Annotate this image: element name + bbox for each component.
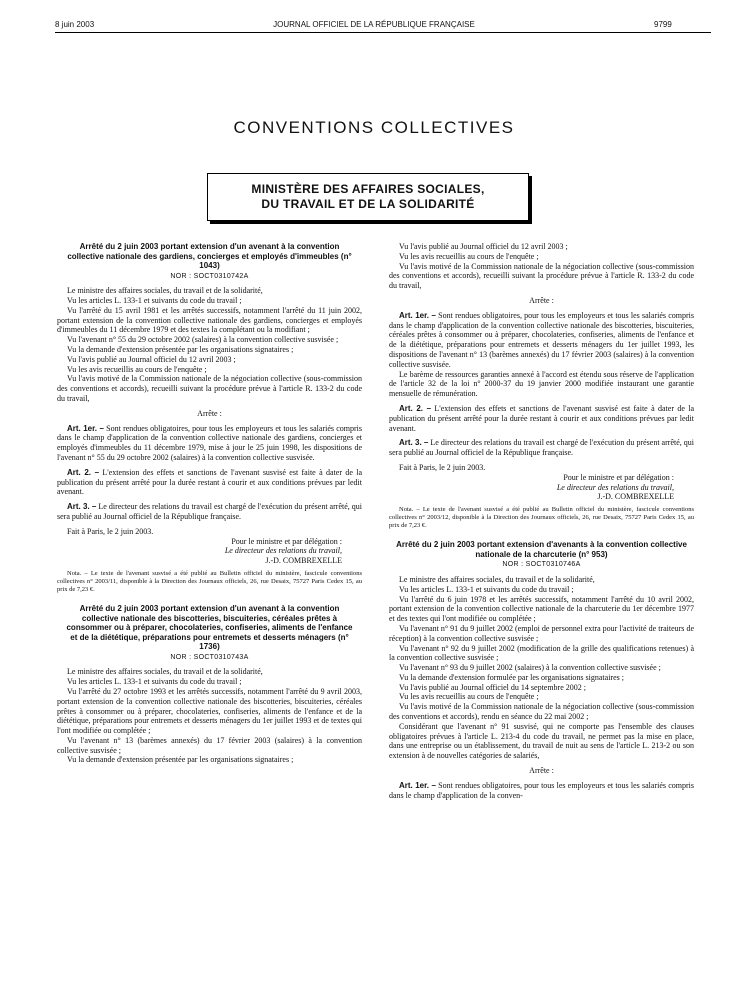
ministry-box	[207, 173, 529, 221]
header-journal: JOURNAL OFFICIEL DE LA RÉPUBLIQUE FRANÇAISE	[273, 20, 475, 29]
article-2	[57, 468, 362, 497]
paragraph: Vu l'avenant n° 91 du 9 juillet 2002 (emploi de personnel extra pour l'activité de traiteurs de réception) à la convention collective susvisée ;	[389, 623, 694, 643]
ministry-line-2: DU TRAVAIL ET DE LA SOLIDARITÉ	[261, 197, 475, 211]
paragraph: Vu l'avenant n° 55 du 29 octobre 2002 (salaires) à la convention collective susvisée ;	[67, 335, 339, 345]
article-label: Art. 1er. –	[67, 423, 104, 433]
article-1	[57, 424, 362, 463]
paragraph: Vu les avis recueillis au cours de l'enquête ;	[399, 692, 539, 702]
article-label: Art. 3. –	[67, 502, 97, 512]
paragraph: Vu les avis recueillis au cours de l'enquête ;	[399, 251, 539, 261]
signature-title: Le directeur des relations du travail,	[224, 546, 342, 556]
paragraph: Le barème de ressources garanties annexé à l'accord est étendu sous réserve de l'application de l'article 32 de la loi n° 2000-37 du 19 janvier 2000 modifiée instaurant une garantie mensuelle de rémunération.	[389, 369, 694, 399]
header-rule	[55, 32, 711, 33]
paragraph: Vu les avis recueillis au cours de l'enquête ;	[67, 364, 207, 374]
article-text: Le directeur des relations du travail est chargé de l'exécution du présent arrêté, qui sera publié au Journal officiel de la République française.	[389, 438, 694, 458]
paragraph: Vu les articles L. 133-1 et suivants du code du travail ;	[399, 584, 574, 594]
paragraph: Le ministre des affaires sociales, du travail et de la solidarité,	[399, 574, 595, 584]
paragraph: Vu l'avis publié au Journal officiel du 12 avril 2003 ;	[399, 242, 568, 251]
article-title: Arrêté du 2 juin 2003 portant extension d'un avenant à la convention collective nationale des gardiens, concierges et employés d'immeubles (n° 1043)	[67, 242, 352, 270]
arrete-heading: Arrête :	[197, 408, 222, 418]
article-text: Le directeur des relations du travail est chargé de l'exécution du présent arrêté, qui sera publié au Journal officiel de la République française.	[57, 502, 362, 522]
paragraph: Le ministre des affaires sociales, du travail et de la solidarité,	[67, 286, 263, 296]
signature-place-date: Fait à Paris, le 2 juin 2003.	[67, 526, 154, 536]
paragraph: Vu la demande d'extension présentée par les organisations signataires ;	[67, 755, 294, 765]
paragraph: Considérant que l'avenant n° 91 susvisé, qui ne comporte pas l'ensemble des clauses obligatoires prévues à l'article L. 213-4 du code du travail, ne permet pas la mise en place, dans une entreprise ou un établissement, du travail de nuit au sens de l'article L. 213-2 ou son extension à de nouvelles catégories de salariés,	[389, 721, 694, 761]
article-label: Art. 2. –	[67, 467, 100, 477]
paragraph: Vu la demande d'extension formulée par les organisations signataires ;	[399, 672, 624, 682]
nota-note: Nota. – Le texte de l'avenant susvisé a été publié au Bulletin officiel du ministère, fascicule conventions collectives n° 2003/12, disponible à la Direction des Journaux officiels, 26, rue Desaix, 75727 Paris Cedex 15, au prix de 7,23 €.	[389, 506, 694, 530]
section-title: CONVENTIONS COLLECTIVES	[233, 118, 515, 137]
paragraph: Vu l'arrêté du 6 juin 1978 et les arrêtés successifs, notamment l'arrêté du 10 avril 2002, portant extension de la convention collective nationale de la charcuterie du 1er décembre 1977 et des textes qui l'ont modifiée ou complétée ;	[389, 594, 694, 624]
article-label: Art. 1er. –	[399, 310, 436, 320]
article-1	[389, 311, 694, 370]
paragraph: Vu les articles L. 133-1 et suivants du code du travail ;	[67, 296, 242, 306]
paragraph: Vu les articles L. 133-1 et suivants du code du travail ;	[67, 677, 242, 687]
article-text: Sont rendues obligatoires, pour tous les employeurs et tous les salariés compris dans le champ d'application de la convention collective nationale des biscotteries, biscuiteries, céréales prêtes à consommer ou à préparer, chocolateries, confiseries, aliments de l'enfance et de la diététique, préparations pour entremets et desserts ménagers du 1er juillet 1993, les dispositions de l'avenant n° 13 (barèmes annexés) du 17 février 2003 (salaires) à la convention collective susvisée.	[389, 310, 695, 369]
nota-note: Nota. – Le texte de l'avenant susvisé a été publié au Bulletin officiel du ministère, fascicule conventions collectives n° 2003/11, disponible à la Direction des Journaux officiels, 26, rue Desaix, 75727 Paris Cedex 15, au prix de 7,23 €.	[57, 570, 362, 594]
paragraph: Vu l'avis motivé de la Commission nationale de la négociation collective (sous-commission des conventions et accords), rendu en séance du 22 mai 2002 ;	[389, 702, 694, 722]
article-label: Art. 2. –	[399, 403, 432, 413]
article-3	[57, 502, 362, 522]
paragraph: Vu l'avenant n° 92 du 9 juillet 2002 (modification de la grille des qualifications retenues) à la convention collective susvisée ;	[389, 643, 694, 663]
article-text: L'extension des effets et sanctions de l'avenant susvisé est faite à dater de la publication du présent arrêté pour la durée restant à courir et aux conditions prévues par ledit avenant.	[389, 403, 695, 433]
article-3	[389, 438, 694, 458]
right-column	[389, 242, 694, 800]
ministry-line-1: MINISTÈRE DES AFFAIRES SOCIALES,	[251, 182, 485, 196]
signature-place-date: Fait à Paris, le 2 juin 2003.	[399, 462, 486, 472]
article-label: Art. 3. –	[399, 438, 429, 448]
paragraph: Vu l'avis motivé de la Commission nationale de la négociation collective (sous-commission des conventions et accords), recueilli suivant la procédure prévue à l'article R. 133-2 du code du travail,	[57, 374, 362, 404]
paragraph: Vu l'arrêté du 27 octobre 1993 et les arrêtés successifs, notamment l'arrêté du 9 avril 2003, portant extension de la convention collective nationale des biscotteries, biscuiteries, céréales prêtes à consommer ou à préparer, chocolateries, confiseries, aliments de l'enfance et de la diététique, préparations pour entremets et desserts ménagers du 1er juillet 1993 et de textes qui l'ont modifiée ou complétée ;	[57, 686, 362, 736]
left-column	[57, 242, 362, 765]
paragraph: Vu la demande d'extension présentée par les organisations signataires ;	[67, 345, 294, 355]
paragraph: Vu l'avis motivé de la Commission nationale de la négociation collective (sous-commission des conventions et accords), recueilli suivant la procédure prévue à l'article R. 133-2 du code du travail,	[389, 261, 694, 291]
nor-reference: NOR : SOCT0310742A	[170, 272, 249, 280]
article-text: L'extension des effets et sanctions de l'avenant susvisé est faite à dater de la publication du présent arrêté pour la durée restant à courir et aux conditions prévues par ledit avenant.	[57, 467, 363, 497]
article-title: Arrêté du 2 juin 2003 portant extension d'avenants à la convention collective nationale de la charcuterie (n° 953)	[396, 540, 687, 559]
header-page-number: 9799	[654, 20, 672, 29]
paragraph: Vu l'avenant n° 93 du 9 juillet 2002 (salaires) à la convention collective susvisée ;	[399, 663, 661, 673]
article-1	[389, 781, 694, 801]
signature-title: Le directeur des relations du travail,	[556, 482, 674, 492]
signature-name: J.-D. COMBREXELLE	[265, 556, 342, 566]
article-text: Sont rendues obligatoires, pour tous les employeurs et tous les salariés compris dans le champ d'application de la convention collective nationale des gardiens, concierges et employés d'immeubles du 11 décembre 1979, mise à jour le 25 juin 1998, les dispositions de l'avenant n° 55 du 29 octobre 2002 (salaires) à la convention collective susvisée.	[57, 423, 363, 463]
header-date: 8 juin 2003	[55, 20, 95, 29]
arrete-heading: Arrête :	[529, 295, 554, 305]
paragraph: Vu l'avis publié au Journal officiel du 12 avril 2003 ;	[67, 354, 236, 364]
paragraph: Vu l'arrêté du 15 avril 1981 et les arrêtés successifs, notamment l'arrêté du 11 juin 2002, portant extension de la convention collective nationale des gardiens, concierges et employés d'immeubles du 11 décembre 1979 et des textes la complétant ou la modifiant ;	[57, 305, 362, 335]
article-label: Art. 1er. –	[399, 780, 436, 790]
article-2	[389, 404, 694, 433]
paragraph: Vu l'avenant n° 13 (barèmes annexés) du 17 février 2003 (salaires) à la convention collective susvisée ;	[57, 735, 362, 755]
article-text: Sont rendues obligatoires, pour tous les employeurs et tous les salariés compris dans le champ d'application de la conven-	[389, 780, 695, 800]
arrete-heading: Arrête :	[529, 766, 554, 776]
paragraph: Le ministre des affaires sociales, du travail et de la solidarité,	[67, 667, 263, 677]
article-title: Arrêté du 2 juin 2003 portant extension d'un avenant à la convention collective nationale des biscotteries, biscuiteries, céréales prêtes à consommer ou à préparer, chocolateries, confiseries, aliments de l'enfance et de la diététique, préparations pour entremets et desserts ménagers (n° 1736)	[66, 604, 353, 652]
signature-line: Pour le ministre et par délégation :	[231, 536, 342, 546]
nor-reference: NOR : SOCT0310746A	[502, 561, 581, 569]
signature-line: Pour le ministre et par délégation :	[563, 472, 674, 482]
signature-name: J.-D. COMBREXELLE	[597, 492, 674, 502]
nor-reference: NOR : SOCT0310743A	[170, 653, 249, 661]
paragraph: Vu l'avis publié au Journal officiel du 14 septembre 2002 ;	[399, 682, 586, 692]
